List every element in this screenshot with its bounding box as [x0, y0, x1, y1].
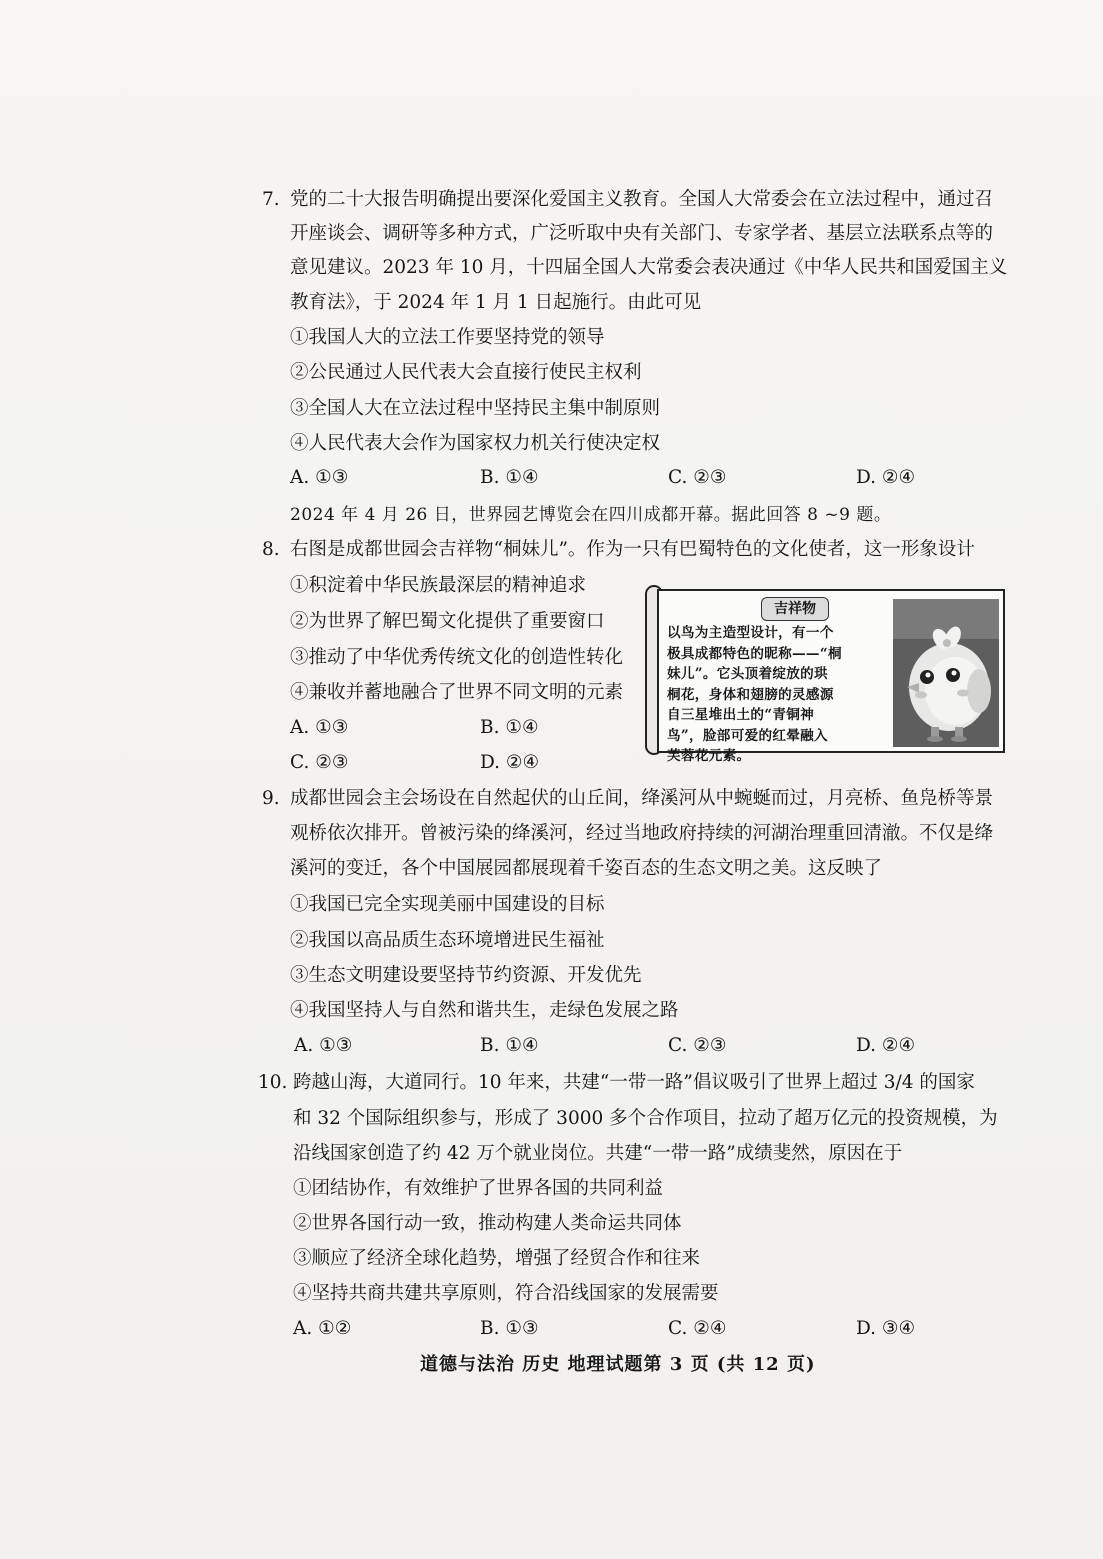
mascot-description-line: 妹儿”。它头顶着绽放的珙 [667, 666, 828, 682]
question-8-option-a[interactable]: A. ①③ [290, 717, 349, 738]
question-7-item-1: ①我国人大的立法工作要坚持党的领导 [290, 327, 605, 348]
mascot-description [667, 623, 889, 767]
question-8-stem: 右图是成都世园会吉祥物“桐妹儿”。作为一只有巴蜀特色的文化使者，这一形象设计 [290, 539, 975, 560]
question-7-number: 7. [262, 189, 280, 210]
question-9-item-2: ②我国以高品质生态环境增进民生福祉 [290, 930, 605, 951]
question-9-option-a[interactable]: A. ①③ [294, 1035, 353, 1056]
question-7-option-b[interactable]: B. ①④ [480, 467, 539, 488]
mascot-info-panel [657, 589, 1005, 764]
question-10-stem-line-3: 沿线国家创造了约 42 万个就业岗位。共建“一带一路”成绩斐然，原因在于 [293, 1143, 903, 1164]
mascot-info-box [645, 585, 1007, 764]
question-8-number: 8. [262, 539, 280, 560]
mascot-tag: 吉祥物 [761, 597, 829, 621]
question-9-number: 9. [262, 788, 280, 809]
question-8-option-c[interactable]: C. ②③ [290, 752, 349, 773]
question-10-option-b[interactable]: B. ①③ [480, 1318, 539, 1339]
question-7-item-4: ④人民代表大会作为国家权力机关行使决定权 [290, 433, 661, 454]
question-7-stem-line-4: 教育法》，于 2024 年 1 月 1 日起施行。由此可见 [290, 292, 702, 313]
question-8-item-2: ②为世界了解巴蜀文化提供了重要窗口 [290, 611, 605, 632]
question-9-item-3: ③生态文明建设要坚持节约资源、开发优先 [290, 965, 642, 986]
page-footer: 道德与法治 历史 地理试题第 3 页 (共 12 页) [420, 1354, 816, 1375]
mascot-description-line: 自三星堆出土的“青铜神 [667, 707, 815, 723]
question-7-stem-line-2: 开座谈会、调研等多种方式，广泛听取中央有关部门、专家学者、基层立法联系点等的 [290, 223, 994, 244]
question-7-item-3: ③全国人大在立法过程中坚持民主集中制原则 [290, 398, 661, 419]
question-10-stem-line-2: 和 32 个国际组织参与，形成了 3000 多个合作项目，拉动了超万亿元的投资规模，为 [293, 1108, 998, 1129]
question-9-option-d[interactable]: D. ②④ [856, 1035, 916, 1056]
question-8-option-b[interactable]: B. ①④ [480, 717, 539, 738]
mascot-description-line: 极具成都特色的昵称——“桐 [667, 645, 842, 662]
questions-8-9-intro: 2024 年 4 月 26 日，世界园艺博览会在四川成都开幕。据此回答 8 ~9 题。 [290, 505, 892, 525]
question-8-item-4: ④兼收并蓄地融合了世界不同文明的元素 [290, 682, 624, 703]
question-7-option-d[interactable]: D. ②④ [856, 467, 916, 488]
question-7-stem-line-3: 意见建议。2023 年 10 月，十四届全国人大常委会表决通过《中华人民共和国爱国主义 [290, 257, 1008, 278]
mascot-description-line: 鸟”，脸部可爱的红晕融入 [667, 727, 828, 744]
question-8-option-d[interactable]: D. ②④ [480, 752, 540, 773]
question-9-item-1: ①我国已完全实现美丽中国建设的目标 [290, 894, 605, 915]
question-10-number: 10. [258, 1072, 288, 1093]
question-10-stem-line-1: 跨越山海，大道同行。10 年来，共建“一带一路”倡议吸引了世界上超过 3/4 的国家 [293, 1072, 975, 1093]
question-8-item-3: ③推动了中华优秀传统文化的创造性转化 [290, 647, 624, 668]
question-10-option-d[interactable]: D. ③④ [856, 1318, 916, 1339]
mascot-image [893, 599, 999, 747]
question-10-item-2: ②世界各国行动一致，推动构建人类命运共同体 [293, 1213, 682, 1234]
question-10-item-1: ①团结协作，有效维护了世界各国的共同利益 [293, 1178, 664, 1199]
mascot-description-line: 以鸟为主造型设计，有一个 [667, 625, 834, 641]
question-7-stem-line-1: 党的二十大报告明确提出要深化爱国主义教育。全国人大常委会在立法过程中，通过召 [290, 189, 994, 210]
question-9-stem-line-2: 观桥依次排开。曾被污染的绛溪河，经过当地政府持续的河湖治理重回清澈。不仅是绛 [290, 823, 994, 844]
question-10-option-c[interactable]: C. ②④ [668, 1318, 727, 1339]
question-9-option-b[interactable]: B. ①④ [480, 1035, 539, 1056]
question-7-option-c[interactable]: C. ②③ [668, 467, 727, 488]
mascot-description-line: 芙蓉花元素。 [667, 748, 751, 764]
question-10-item-4: ④坚持共商共建共享原则，符合沿线国家的发展需要 [293, 1283, 719, 1304]
question-10-item-3: ③顺应了经济全球化趋势，增强了经贸合作和往来 [293, 1248, 701, 1269]
question-10-option-a[interactable]: A. ①② [293, 1318, 352, 1339]
question-9-stem-line-3: 溪河的变迁，各个中国展园都展现着千姿百态的生态文明之美。这反映了 [290, 858, 883, 879]
mascot-description-line: 桐花，身体和翅膀的灵感源 [667, 686, 834, 703]
question-7-option-a[interactable]: A. ①③ [290, 467, 349, 488]
question-7-item-2: ②公民通过人民代表大会直接行使民主权利 [290, 362, 642, 383]
mascot-bird-icon [893, 599, 999, 747]
question-9-option-c[interactable]: C. ②③ [668, 1035, 727, 1056]
question-9-item-4: ④我国坚持人与自然和谐共生，走绿色发展之路 [290, 1000, 679, 1021]
question-8-item-1: ①积淀着中华民族最深层的精神追求 [290, 575, 587, 596]
question-9-stem-line-1: 成都世园会主会场设在自然起伏的山丘间，绛溪河从中蜿蜒而过，月亮桥、鱼凫桥等景 [290, 788, 994, 809]
